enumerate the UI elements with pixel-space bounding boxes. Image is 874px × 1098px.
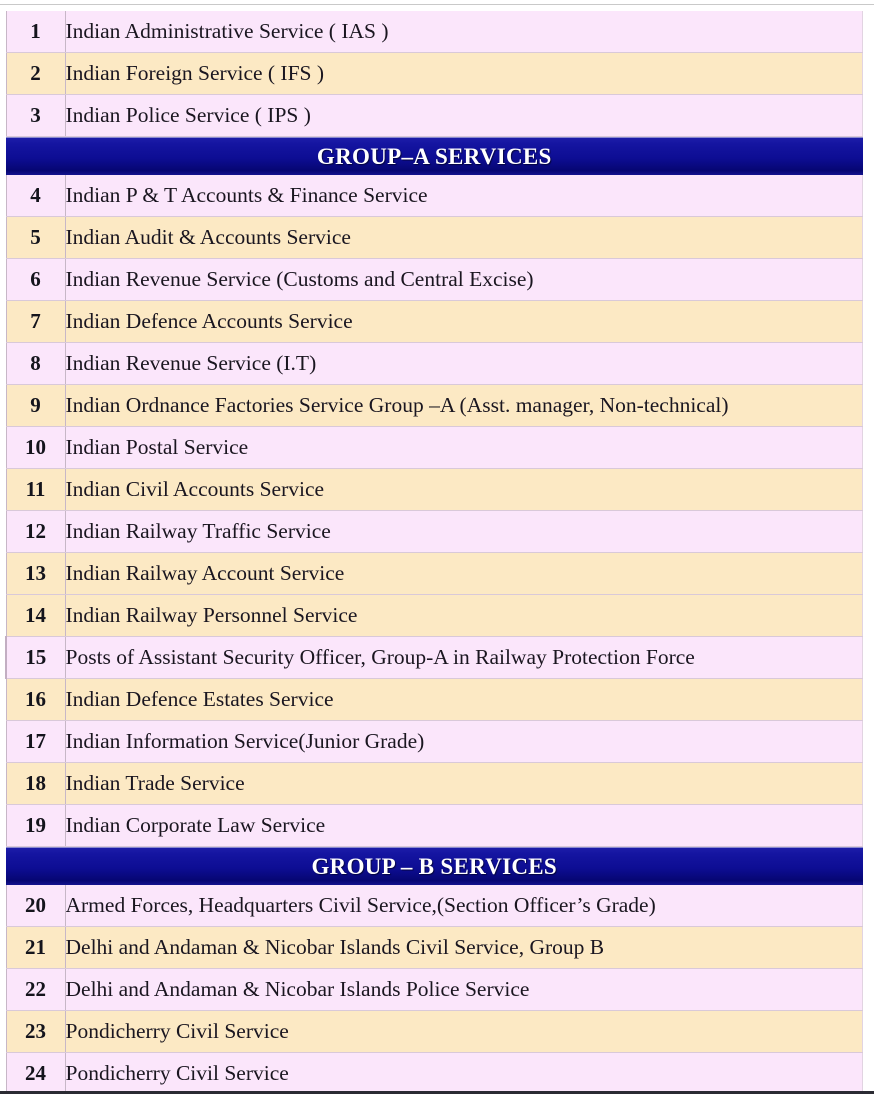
row-service-name: Delhi and Andaman & Nicobar Islands Police Service: [65, 969, 863, 1011]
row-service-name: Indian Railway Account Service: [65, 553, 863, 595]
table-row: [6, 595, 863, 637]
table-row: [6, 805, 863, 847]
row-service-name: Indian Trade Service: [65, 763, 863, 805]
page-bottom-margin: [0, 1094, 874, 1098]
table-row: [6, 53, 863, 95]
table-row: [6, 469, 863, 511]
table-row: [6, 259, 863, 301]
row-service-name: Indian Information Service(Junior Grade): [65, 721, 863, 763]
row-serial-number: 14: [6, 595, 65, 637]
row-serial-number: 12: [6, 511, 65, 553]
table-row: [6, 95, 863, 137]
row-service-name: Indian Civil Accounts Service: [65, 469, 863, 511]
row-service-name: Pondicherry Civil Service: [65, 1011, 863, 1053]
row-serial-number: 20: [6, 885, 65, 927]
row-serial-number: 5: [6, 217, 65, 259]
row-serial-number: 6: [6, 259, 65, 301]
row-service-name: Indian Administrative Service ( IAS ): [65, 11, 863, 53]
row-serial-number: 8: [6, 343, 65, 385]
table-row: [6, 721, 863, 763]
table-row: [6, 11, 863, 53]
row-serial-number: 16: [6, 679, 65, 721]
group-header-row: [6, 847, 863, 886]
row-serial-number: 3: [6, 95, 65, 137]
row-serial-number: 21: [6, 927, 65, 969]
row-service-name: Indian Police Service ( IPS ): [65, 95, 863, 137]
table-row: [6, 427, 863, 469]
services-table-container: [5, 11, 863, 1095]
row-service-name: Pondicherry Civil Service: [65, 1053, 863, 1095]
row-serial-number: 2: [6, 53, 65, 95]
page-bottom-edge-rule: [0, 1091, 874, 1094]
table-row: [6, 553, 863, 595]
row-serial-number: 13: [6, 553, 65, 595]
row-service-name: Indian Railway Traffic Service: [65, 511, 863, 553]
row-serial-number: 18: [6, 763, 65, 805]
row-service-name: Indian Ordnance Factories Service Group –A (Asst. manager, Non-technical): [65, 385, 863, 427]
group-header-cell: [6, 137, 863, 176]
page-top-rule: [0, 4, 874, 5]
group-header-row: [6, 137, 863, 176]
row-serial-number: 4: [6, 175, 65, 217]
row-service-name: Indian Postal Service: [65, 427, 863, 469]
table-row: [6, 763, 863, 805]
table-row: [6, 885, 863, 927]
row-serial-number: 19: [6, 805, 65, 847]
table-row: [6, 343, 863, 385]
table-row: [6, 679, 863, 721]
table-row: [6, 511, 863, 553]
services-table: [5, 11, 863, 1095]
row-service-name: Indian Defence Accounts Service: [65, 301, 863, 343]
table-row: [6, 927, 863, 969]
row-service-name: Indian Audit & Accounts Service: [65, 217, 863, 259]
row-service-name: Indian P & T Accounts & Finance Service: [65, 175, 863, 217]
table-row: [6, 217, 863, 259]
row-serial-number: 17: [6, 721, 65, 763]
row-serial-number: 10: [6, 427, 65, 469]
row-service-name: Indian Foreign Service ( IFS ): [65, 53, 863, 95]
row-service-name: Indian Corporate Law Service: [65, 805, 863, 847]
group-header-cell: [6, 847, 863, 886]
row-serial-number: 11: [6, 469, 65, 511]
row-serial-number: 23: [6, 1011, 65, 1053]
row-serial-number: 24: [6, 1053, 65, 1095]
group-header-label: GROUP – B SERVICES: [6, 847, 863, 885]
row-service-name: Posts of Assistant Security Officer, Group-A in Railway Protection Force: [65, 637, 863, 679]
table-row: [6, 637, 863, 679]
row-serial-number: 1: [6, 11, 65, 53]
row-serial-number: 22: [6, 969, 65, 1011]
table-row: [6, 175, 863, 217]
row-service-name: Indian Revenue Service (Customs and Central Excise): [65, 259, 863, 301]
table-row: [6, 385, 863, 427]
row-service-name: Indian Revenue Service (I.T): [65, 343, 863, 385]
row-service-name: Indian Defence Estates Service: [65, 679, 863, 721]
row-service-name: Delhi and Andaman & Nicobar Islands Civil Service, Group B: [65, 927, 863, 969]
table-row: [6, 301, 863, 343]
row-serial-number: 15: [6, 637, 65, 679]
table-row: [6, 969, 863, 1011]
group-header-label: GROUP–A SERVICES: [6, 137, 863, 175]
row-serial-number: 7: [6, 301, 65, 343]
row-service-name: Armed Forces, Headquarters Civil Service,(Section Officer’s Grade): [65, 885, 863, 927]
table-row: [6, 1053, 863, 1095]
services-table-body: [6, 11, 863, 1095]
table-row: [6, 1011, 863, 1053]
row-serial-number: 9: [6, 385, 65, 427]
row-service-name: Indian Railway Personnel Service: [65, 595, 863, 637]
